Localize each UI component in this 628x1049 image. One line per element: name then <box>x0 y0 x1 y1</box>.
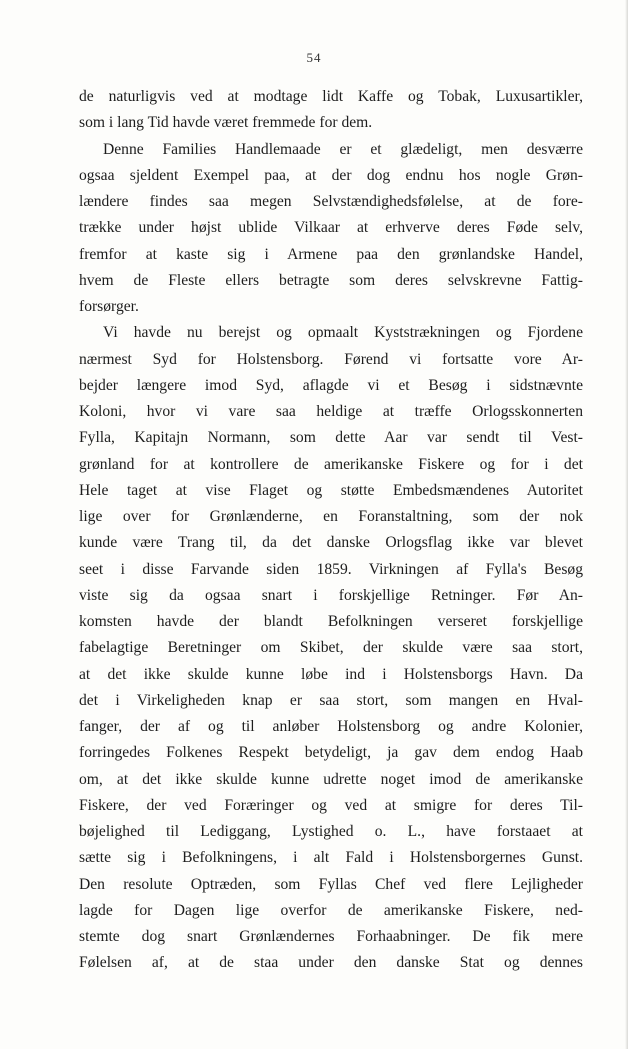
text-line: Den resolute Optræden, som Fyllas Chef ved flere Lejligheder <box>79 875 583 893</box>
text-line: Koloni, hvor vi vare saa heldige at træffe Orlogsskonnerten <box>79 403 583 420</box>
text-line: bøjelighed til Lediggang, Lystighed o. L., have forstaaet at <box>79 823 583 840</box>
text-line: Fiskere, der ved Foræringer og ved at smigre for deres Til- <box>79 796 583 814</box>
text-line: Hele taget at vise Flaget og støtte Embedsmændenes Autoritet <box>79 481 583 499</box>
text-line: lige over for Grønlænderne, en Foranstaltning, som der nok <box>79 508 583 525</box>
text-line: Vi havde nu berejst og opmaalt Kyststrækningen og Fjordene <box>103 324 583 342</box>
text-line: ogsaa sjeldent Exempel paa, at der dog endnu hos nogle Grøn- <box>79 166 583 184</box>
text-line: det i Virkeligheden knap er saa stort, som mangen en Hval- <box>79 691 583 709</box>
body-text <box>79 84 583 977</box>
text-line: Fylla, Kapitajn Normann, som dette Aar var sendt til Vest- <box>79 429 583 447</box>
text-line: stemte dog snart Grønlændernes Forhaabninger. De fik mere <box>79 928 583 945</box>
text-line: Denne Families Handlemaade er et glædeligt, men desværre <box>103 140 583 158</box>
text-line: forringedes Folkenes Respekt betydeligt, ja gav dem endog Haab <box>79 744 583 762</box>
text-line: lændere findes saa megen Selvstændighedsfølelse, at de fore- <box>79 193 583 210</box>
page-number: 54 <box>306 50 322 65</box>
text-line: hvem de Fleste ellers betragte som deres selvskrevne Fattig- <box>79 271 583 289</box>
text-line: viste sig da ogsaa snart i forskjellige Retninger. Før An- <box>79 586 583 604</box>
text-line: trække under højst ublide Vilkaar at erhverve deres Føde selv, <box>79 219 583 237</box>
text-line: bejder længere imod Syd, aflagde vi et Besøg i sidstnævnte <box>79 376 583 394</box>
text-line: som i lang Tid havde været fremmede for dem. <box>79 114 373 132</box>
text-line: sætte sig i Befolkningens, i alt Fald i Holstensborgernes Gunst. <box>79 849 583 867</box>
text-line: lagde for Dagen lige overfor de amerikanske Fiskere, ned- <box>79 901 583 919</box>
text-line: komsten havde der blandt Befolkningen verseret forskjellige <box>79 613 583 630</box>
text-line: at det ikke skulde kunne løbe ind i Holstensborgs Havn. Da <box>79 665 583 683</box>
text-line: de naturligvis ved at modtage lidt Kaffe og Tobak, Luxusartikler, <box>79 88 583 105</box>
text-line: fremfor at kaste sig i Armene paa den grønlandske Handel, <box>79 245 583 263</box>
text-line: fabelagtige Beretninger om Skibet, der skulde være saa stort, <box>79 639 583 657</box>
text-line: forsørger. <box>79 298 139 315</box>
text-line: seet i disse Farvande siden 1859. Virkningen af Fylla's Besøg <box>79 560 583 578</box>
text-line: Følelsen af, at de staa under den danske Stat og dennes <box>79 954 583 972</box>
text-line: fanger, der af og til anløber Holstensborg og andre Kolonier, <box>79 718 583 735</box>
text-line: om, at det ikke skulde kunne udrette noget imod de amerikanske <box>79 770 583 788</box>
text-line: grønland for at kontrollere de amerikanske Fiskere og for i det <box>79 455 583 473</box>
text-line: kunde være Trang til, da det danske Orlogsflag ikke var blevet <box>79 534 583 552</box>
text-line: nærmest Syd for Holstensborg. Førend vi fortsatte vore Ar- <box>79 350 583 368</box>
